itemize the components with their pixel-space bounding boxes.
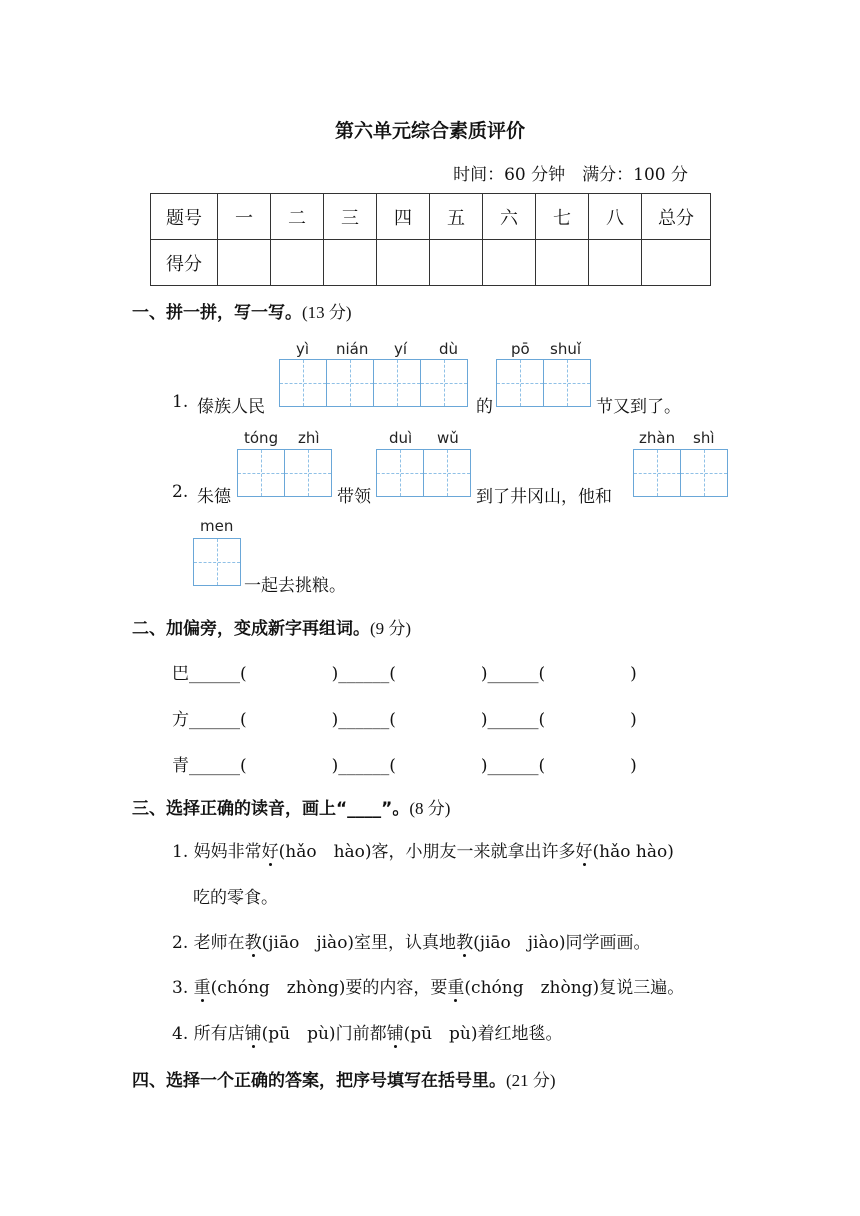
question-number: 2. [172, 482, 189, 502]
answer-blanks[interactable]: ______( )______( )______( ) [189, 664, 637, 684]
question-number: 1. [172, 392, 189, 412]
base-character: 巴 [172, 664, 189, 684]
question-text[interactable]: (hǎo hào) [592, 842, 674, 862]
score-header-cell: 三 [324, 194, 377, 240]
pinyin: zhàn [639, 429, 676, 447]
writing-grid[interactable] [496, 359, 590, 407]
section-4-title: 四、选择一个正确的答案，把序号填写在括号里。 [132, 1071, 506, 1091]
pinyin: pō [511, 340, 530, 358]
writing-grid[interactable] [237, 449, 331, 497]
target-character: 教 [245, 928, 262, 953]
question-text: 带领 [337, 487, 371, 507]
writing-cell[interactable] [633, 449, 681, 497]
writing-grid[interactable] [633, 449, 727, 497]
score-header-row [151, 194, 711, 240]
score-cell[interactable] [642, 240, 711, 286]
section-3-heading [132, 794, 450, 819]
question-text: 的 [476, 397, 493, 417]
pronunciation-question [172, 1019, 563, 1044]
base-character: 方 [172, 710, 189, 730]
page-title: 第六单元综合素质评价 [334, 120, 525, 142]
score-value-row [151, 240, 711, 286]
section-1-title: 一、拼一拼，写一写。 [132, 303, 302, 323]
question-text: 朱德 [197, 487, 231, 507]
pinyin: men [200, 517, 234, 535]
score-header-cell: 总分 [642, 194, 711, 240]
question-text: 到了井冈山，他和 [476, 487, 612, 507]
question-text[interactable]: (pū pù)着红地毯。 [403, 1024, 563, 1044]
pinyin: yí [394, 340, 408, 358]
pinyin: shì [693, 429, 715, 447]
pinyin: zhì [298, 429, 320, 447]
score-cell[interactable] [430, 240, 483, 286]
target-character: 教 [456, 928, 473, 953]
section-4-heading [132, 1066, 556, 1091]
question-text: 节又到了。 [596, 397, 681, 417]
section-1-points: (13 分) [302, 303, 352, 322]
writing-cell[interactable] [376, 449, 424, 497]
writing-cell[interactable] [420, 359, 468, 407]
question-text: 老师在 [193, 933, 245, 953]
pinyin: tóng [244, 429, 279, 447]
base-character: 青 [172, 756, 189, 776]
score-header-cell: 八 [589, 194, 642, 240]
exam-meta: 时间：60 分钟 满分：100 分 [453, 165, 688, 185]
writing-grid[interactable] [193, 538, 240, 586]
writing-cell[interactable] [237, 449, 285, 497]
score-header-cell: 五 [430, 194, 483, 240]
score-cell[interactable] [536, 240, 589, 286]
question-text[interactable]: (chóng zhòng)要的内容，要 [210, 978, 448, 998]
writing-cell[interactable] [193, 538, 241, 586]
pinyin: wǔ [437, 429, 459, 447]
question-text[interactable]: (pū pù)门前都 [261, 1024, 387, 1044]
writing-grid[interactable] [279, 359, 467, 407]
question-text: 一起去挑粮。 [244, 576, 346, 596]
radical-row [172, 751, 637, 776]
target-character: 好 [576, 837, 593, 862]
pronunciation-question [172, 837, 674, 862]
question-text: 所有店 [193, 1024, 245, 1044]
radical-row [172, 659, 637, 684]
writing-cell[interactable] [496, 359, 544, 407]
target-character: 铺 [245, 1019, 262, 1044]
pinyin: shuǐ [550, 340, 581, 358]
score-cell[interactable] [377, 240, 430, 286]
pinyin: duì [389, 429, 413, 447]
question-number: 2. [172, 933, 189, 953]
section-2-heading [132, 614, 411, 639]
score-header-cell: 七 [536, 194, 589, 240]
writing-cell[interactable] [423, 449, 471, 497]
answer-blanks[interactable]: ______( )______( )______( ) [189, 710, 637, 730]
question-text: 傣族人民 [197, 397, 265, 417]
section-3-title: 三、选择正确的读音，画上“____”。 [132, 799, 410, 819]
writing-cell[interactable] [373, 359, 421, 407]
writing-cell[interactable] [680, 449, 728, 497]
question-text[interactable]: (hǎo hào)客，小朋友一来就拿出许多 [278, 842, 576, 862]
question-number: 1. [172, 842, 189, 862]
score-cell[interactable] [271, 240, 324, 286]
radical-row [172, 705, 637, 730]
score-header-cell: 一 [218, 194, 271, 240]
score-header-cell: 二 [271, 194, 324, 240]
score-table [150, 193, 711, 286]
writing-cell[interactable] [543, 359, 591, 407]
writing-cell[interactable] [326, 359, 374, 407]
score-cell[interactable] [483, 240, 536, 286]
answer-blanks[interactable]: ______( )______( )______( ) [189, 756, 637, 776]
target-character: 重 [194, 973, 211, 998]
pronunciation-question [172, 973, 684, 998]
section-4-points: (21 分) [506, 1071, 556, 1090]
score-header-cell: 四 [377, 194, 430, 240]
pronunciation-question [172, 928, 650, 953]
pinyin: yì [296, 340, 310, 358]
section-2-points: (9 分) [370, 619, 412, 638]
writing-grid[interactable] [376, 449, 470, 497]
question-text[interactable]: (jiāo jiào)同学画画。 [473, 933, 651, 953]
score-cell[interactable] [218, 240, 271, 286]
section-3-points: (8 分) [409, 799, 451, 818]
score-cell[interactable] [589, 240, 642, 286]
score-header-cell: 题号 [151, 194, 218, 240]
question-continuation: 吃的零食。 [193, 888, 278, 908]
target-character: 重 [447, 973, 464, 998]
score-row-label: 得分 [151, 240, 218, 286]
writing-cell[interactable] [279, 359, 327, 407]
question-text[interactable]: (jiāo jiào)室里，认真地 [261, 933, 457, 953]
target-character: 好 [262, 837, 279, 862]
target-character: 铺 [387, 1019, 404, 1044]
question-text[interactable]: (chóng zhòng)复说三遍。 [464, 978, 685, 998]
question-number: 3. [172, 978, 189, 998]
writing-cell[interactable] [284, 449, 332, 497]
score-header-cell: 六 [483, 194, 536, 240]
pinyin: dù [439, 340, 459, 358]
pinyin: nián [336, 340, 369, 358]
score-cell[interactable] [324, 240, 377, 286]
section-1-heading [132, 298, 352, 323]
question-text: 妈妈非常 [193, 842, 262, 862]
section-2-title: 二、加偏旁，变成新字再组词。 [132, 619, 370, 639]
question-number: 4. [172, 1024, 189, 1044]
